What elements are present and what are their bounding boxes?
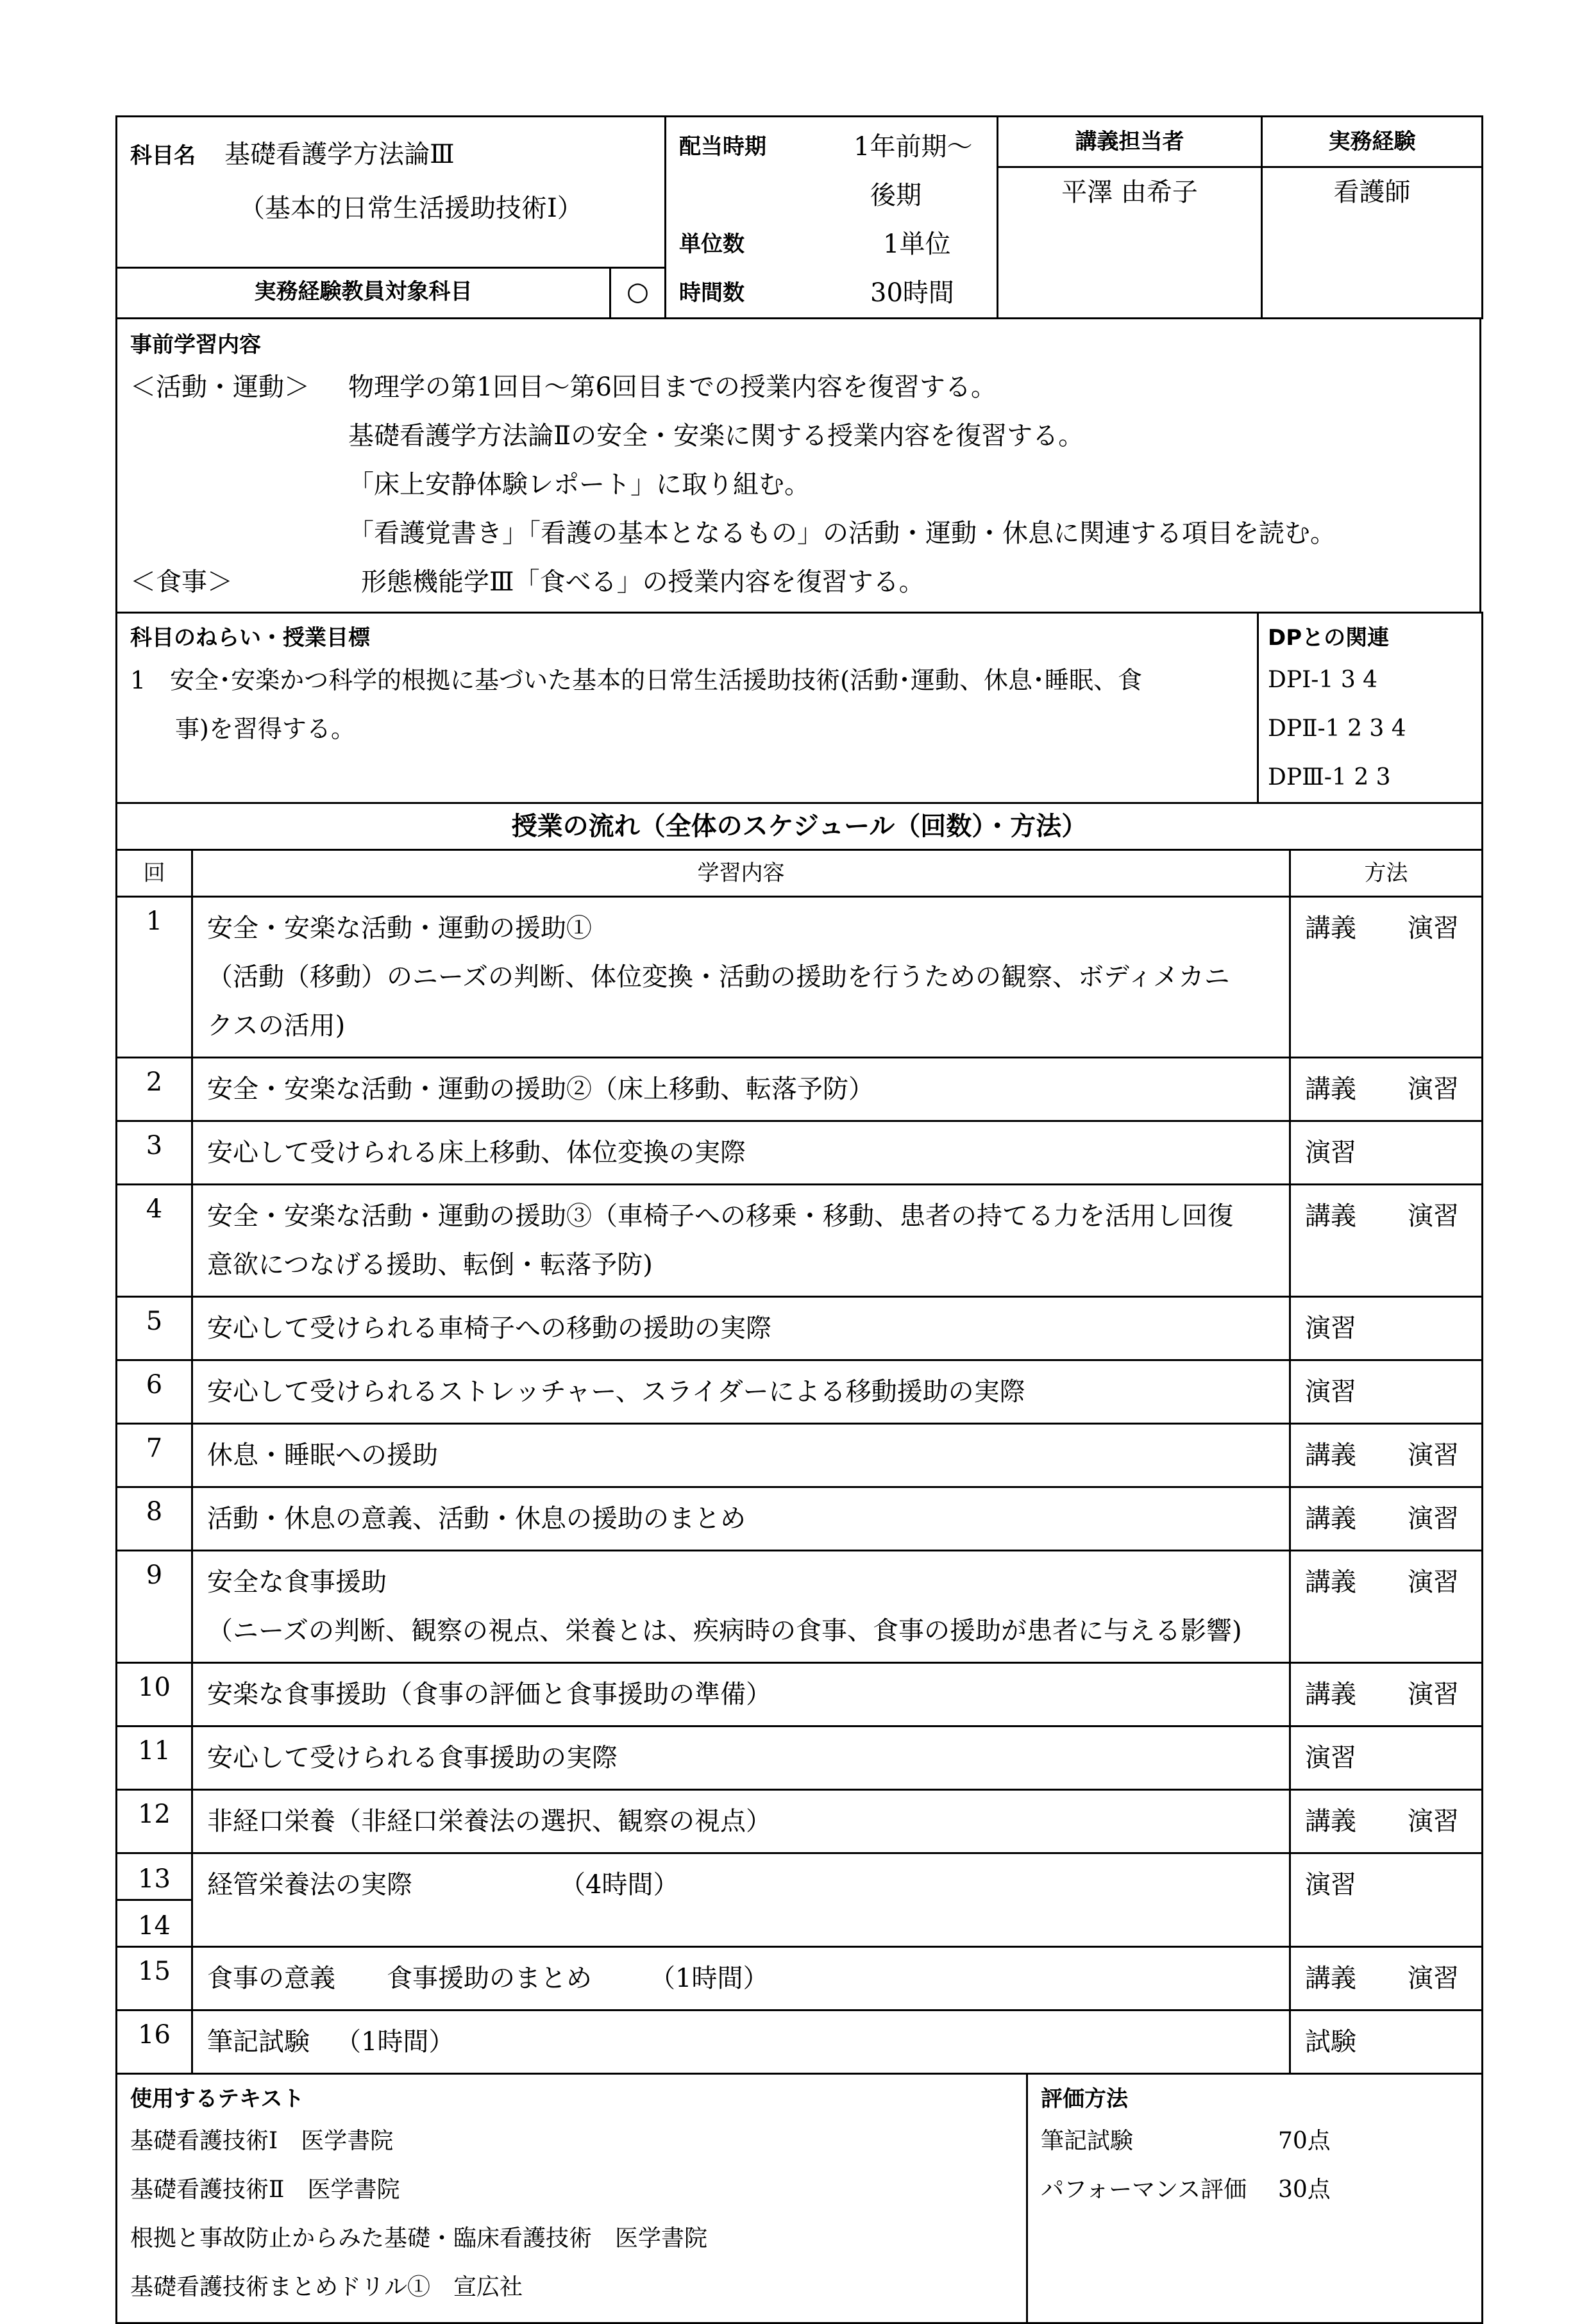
period-value2: 後期 (870, 181, 922, 210)
row-content-line: 休息・睡眠への援助 (207, 1441, 438, 1470)
row-content-line: 非経口栄養（非経口栄養法の選択、観察の視点） (207, 1807, 771, 1836)
row-method (1290, 1726, 1483, 1790)
method-primary: 演習 (1305, 1314, 1356, 1343)
row-content (192, 1185, 1290, 1297)
row-method (1290, 1121, 1483, 1185)
row-method: 演習 (1290, 1853, 1483, 1947)
row-content: 経管栄養法の実際 （4時間） (192, 1853, 1290, 1947)
row-content (192, 1360, 1290, 1424)
row-content-line: （活動（移動）のニーズの判断、体位変換・活動の援助を行うための観察、ボディメカニ (207, 962, 1230, 992)
row-content: 筆記試験 （1時間） (192, 2011, 1290, 2074)
method-secondary: 演習 (1408, 1567, 1459, 1597)
aims-table (115, 612, 1483, 804)
table-row (117, 1424, 1483, 1487)
practical-mark: ○ (610, 267, 666, 318)
prestudy-line: ＜食事＞ 形態機能学Ⅲ「食べる」の授業内容を復習する。 (130, 567, 925, 597)
row-content-line: 安心して受けられる車椅子への移動の援助の実際 (207, 1314, 771, 1343)
practical-label: 実務経験教員対象科目 (117, 267, 610, 318)
method-primary: 演習 (1305, 1138, 1356, 1167)
row-number: 5 (117, 1297, 192, 1360)
dp-cell (1258, 613, 1483, 803)
row-method (1290, 1360, 1483, 1424)
method-primary: 演習 (1305, 1743, 1356, 1773)
method-secondary: 演習 (1408, 1504, 1459, 1534)
method-secondary: 演習 (1408, 914, 1459, 943)
dp-item: DPⅡ-1 2 3 4 (1268, 715, 1406, 742)
text-item: 根拠と事故防止からみた基礎・臨床看護技術 医学書院 (130, 2225, 708, 2252)
col-content-header: 学習内容 (192, 850, 1290, 897)
row-method (1290, 1487, 1483, 1551)
experience-label: 実務経験 (1263, 117, 1481, 168)
row-content (192, 1121, 1290, 1185)
evaluation-item: パフォーマンス評価 30点 (1041, 2177, 1331, 2203)
syllabus-page (115, 115, 1481, 2324)
subject-name: 基礎看護学方法論Ⅲ (224, 140, 455, 169)
row-number: 2 (117, 1058, 192, 1121)
units-value: 1単位 (883, 230, 951, 259)
row-content-line: クスの活用) (207, 1011, 346, 1041)
row-method (1290, 897, 1483, 1058)
footer-table (115, 2073, 1483, 2324)
prestudy-title: 事前学習内容 (130, 332, 261, 358)
row-number: 4 (117, 1185, 192, 1297)
table-row (117, 1853, 1483, 1900)
experience-cell (1262, 117, 1483, 319)
row-method (1290, 1663, 1483, 1726)
row-number: 9 (117, 1551, 192, 1663)
row-content (192, 1551, 1290, 1663)
row-number: 14 (117, 1900, 192, 1947)
method-primary: 講義 (1305, 914, 1356, 943)
method-primary: 演習 (1305, 1377, 1356, 1407)
table-row (117, 897, 1483, 1058)
prestudy-line: 「看護覚書き」「看護の基本となるもの」の活動・運動・休息に関連する項目を読む。 (348, 519, 1336, 548)
prestudy-line: 基礎看護学方法論Ⅱの安全・安楽に関する授業内容を復習する。 (348, 421, 1084, 451)
lecturer-cell (998, 117, 1262, 319)
dp-item: DPⅠ-1 3 4 (1268, 667, 1378, 693)
table-row (117, 1663, 1483, 1726)
row-method (1290, 1297, 1483, 1360)
method-primary: 講義 (1305, 1201, 1356, 1231)
method-secondary: 演習 (1408, 1807, 1459, 1836)
row-method (1290, 1424, 1483, 1487)
prestudy-line: ＜活動・運動＞ 物理学の第1回目～第6回目までの授業内容を復習する。 (130, 372, 997, 402)
method-secondary: 演習 (1408, 1074, 1459, 1104)
method-secondary: 演習 (1408, 1201, 1459, 1231)
row-method: 講義 演習 (1290, 1947, 1483, 2011)
table-row (117, 1297, 1483, 1360)
row-method (1290, 1551, 1483, 1663)
row-content-line: 安全・安楽な活動・運動の援助③（車椅子への移乗・移動、患者の持てる力を活用し回復 (207, 1201, 1233, 1231)
aims-line1: 1 安全･安楽かつ科学的根拠に基づいた基本的日常生活援助技術(活動･運動、休息･睡眠、食 (130, 666, 1143, 694)
row-content: 食事の意義 食事援助のまとめ （1時間） (192, 1947, 1290, 2011)
row-number: 7 (117, 1424, 192, 1487)
schedule-table (115, 802, 1483, 2075)
table-row (117, 1121, 1483, 1185)
lecturer-label: 講義担当者 (998, 117, 1261, 168)
method-primary: 講義 (1305, 1074, 1356, 1104)
col-method-header: 方法 (1290, 850, 1483, 897)
dp-item: DPⅢ-1 2 3 (1268, 764, 1391, 790)
row-content (192, 1058, 1290, 1121)
evaluation-cell (1027, 2074, 1483, 2323)
prestudy-table (115, 317, 1481, 614)
experience-value: 看護師 (1333, 178, 1411, 207)
row-content-line: 安全・安楽な活動・運動の援助① (207, 914, 592, 943)
row-content-line: （ニーズの判断、観察の視点、栄養とは、疾病時の食事、食事の援助が患者に与える影響) (207, 1616, 1242, 1646)
method-primary: 講義 (1305, 1441, 1356, 1470)
row-number: 15 (117, 1947, 192, 2011)
dp-title: DPとの関連 (1268, 625, 1390, 651)
row-number: 3 (117, 1121, 192, 1185)
header-table (115, 115, 1483, 319)
row-method (1290, 1058, 1483, 1121)
table-row (117, 1487, 1483, 1551)
row-content (192, 1424, 1290, 1487)
subject-cell (117, 117, 666, 268)
aims-cell (117, 613, 1258, 803)
row-content (192, 1790, 1290, 1853)
row-method (1290, 1790, 1483, 1853)
method-secondary: 演習 (1408, 1680, 1459, 1709)
row-content (192, 1487, 1290, 1551)
prestudy-line: 「床上安静体験レポート」に取り組む。 (348, 470, 810, 499)
method-primary: 講義 (1305, 1807, 1356, 1836)
row-content-line: 安心して受けられる食事援助の実際 (207, 1743, 618, 1773)
texts-title: 使用するテキスト (130, 2086, 305, 2112)
table-row (117, 1947, 1483, 2011)
method-primary: 講義 (1305, 1680, 1356, 1709)
row-number: 1 (117, 897, 192, 1058)
table-row (117, 1790, 1483, 1853)
method-secondary: 演習 (1408, 1441, 1459, 1470)
table-row (117, 1185, 1483, 1297)
row-number: 13 (117, 1853, 192, 1900)
subject-subtitle: （基本的日常生活援助技術Ⅰ） (239, 194, 583, 223)
aims-title: 科目のねらい・授業目標 (130, 625, 370, 651)
row-content-line: 安心して受けられるストレッチャー、スライダーによる移動援助の実際 (207, 1377, 1025, 1407)
row-number: 11 (117, 1726, 192, 1790)
hours-value: 30時間 (870, 278, 954, 308)
text-item: 基礎看護技術Ⅱ 医学書院 (130, 2177, 400, 2203)
table-row (117, 1058, 1483, 1121)
table-row (117, 1551, 1483, 1663)
table-row (117, 1726, 1483, 1790)
table-row (117, 2011, 1483, 2074)
row-content (192, 1726, 1290, 1790)
row-content-line: 意欲につなげる援助、転倒・転落予防) (207, 1250, 653, 1280)
row-method (1290, 1185, 1483, 1297)
row-content (192, 897, 1290, 1058)
method-primary: 講義 (1305, 1567, 1356, 1597)
subject-label: 科目名 (130, 143, 196, 169)
row-content (192, 1663, 1290, 1726)
evaluation-item: 筆記試験 70点 (1041, 2128, 1331, 2154)
row-number: 6 (117, 1360, 192, 1424)
row-content-line: 活動・休息の意義、活動・休息の援助のまとめ (207, 1504, 746, 1534)
text-item: 基礎看護技術Ⅰ 医学書院 (130, 2128, 394, 2154)
period-label: 配当時期 (679, 134, 766, 160)
units-label: 単位数 (679, 231, 745, 257)
row-content-line: 安全・安楽な活動・運動の援助②（床上移動、転落予防） (207, 1074, 874, 1104)
text-item: 基礎看護技術まとめドリル① 宣広社 (130, 2274, 523, 2300)
table-row (117, 1360, 1483, 1424)
period-cell (666, 117, 998, 319)
col-no-header: 回 (117, 850, 192, 897)
aims-line2: 事)を習得する。 (175, 715, 355, 743)
row-number: 8 (117, 1487, 192, 1551)
row-number: 12 (117, 1790, 192, 1853)
period-value1: 1年前期～ (854, 132, 973, 162)
method-primary: 講義 (1305, 1504, 1356, 1534)
evaluation-title: 評価方法 (1041, 2086, 1128, 2112)
row-method: 試験 (1290, 2011, 1483, 2074)
row-content-line: 安楽な食事援助（食事の評価と食事援助の準備） (207, 1680, 771, 1709)
row-content-line: 安心して受けられる床上移動、体位変換の実際 (207, 1138, 746, 1167)
texts-cell (117, 2074, 1027, 2323)
lecturer-value: 平澤 由希子 (1061, 178, 1198, 207)
row-number: 16 (117, 2011, 192, 2074)
hours-label: 時間数 (679, 280, 745, 306)
row-number: 10 (117, 1663, 192, 1726)
row-content (192, 1297, 1290, 1360)
row-content-line: 安全な食事援助 (207, 1567, 387, 1597)
prestudy-cell (117, 319, 1481, 613)
schedule-title: 授業の流れ（全体のスケジュール（回数）・方法） (117, 803, 1483, 850)
